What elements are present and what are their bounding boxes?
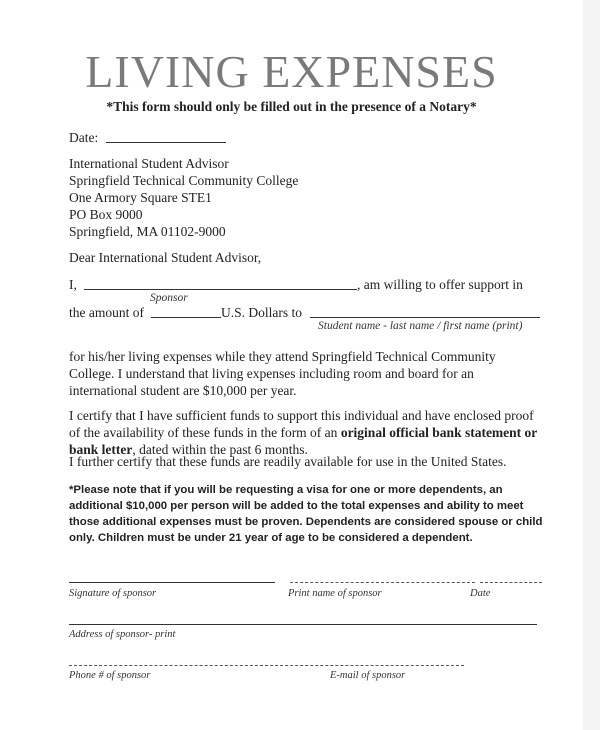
sponsor-caption: Sponsor xyxy=(150,292,188,304)
signature-date-field[interactable] xyxy=(480,582,542,583)
address-line-5: Springfield, MA 01102-9000 xyxy=(69,224,226,239)
address-line-2: Springfield Technical Community College xyxy=(69,173,299,188)
address-line-4: PO Box 9000 xyxy=(69,207,143,222)
willing-text: , am willing to offer support in xyxy=(357,277,523,292)
certify-text-end: , dated within the past 6 months. xyxy=(132,442,308,457)
certify-availability-paragraph: I further certify that these funds are readily available for use in the United States. xyxy=(69,454,507,469)
phone-email-field[interactable] xyxy=(69,665,464,666)
date-label: Date: xyxy=(69,130,99,145)
student-name-field[interactable] xyxy=(310,317,540,318)
address-line-1: International Student Advisor xyxy=(69,156,229,171)
sponsor-address-field[interactable] xyxy=(69,624,537,625)
print-name-caption: Print name of sponsor xyxy=(288,588,382,599)
page-title: LIVING EXPENSES xyxy=(85,46,498,97)
sponsor-name-field[interactable] xyxy=(84,289,357,290)
dollars-label: U.S. Dollars to xyxy=(221,305,302,320)
salutation: Dear International Student Advisor, xyxy=(69,250,262,265)
amount-field[interactable] xyxy=(151,317,221,318)
date-field[interactable] xyxy=(106,142,226,143)
amount-label: the amount of xyxy=(69,305,144,320)
bank-statement-requirement: original official bank statement or bank letter xyxy=(69,425,538,457)
certify-text-start: I certify that I have sufficient funds to support this individual and have enclosed proof of the availability of these funds in the form of an xyxy=(69,408,534,440)
living-expenses-paragraph: for his/her living expenses while they attend Springfield Technical Community College. I understand that living expenses including room and board for an international student are $10,000 per year. xyxy=(69,349,496,398)
i-label: I, xyxy=(69,277,77,292)
signature-field[interactable] xyxy=(69,582,275,583)
student-name-caption: Student name - last name / first name (print) xyxy=(318,320,523,332)
notary-notice: *This form should only be filled out in the presence of a Notary* xyxy=(106,99,477,114)
address-line-3: One Armory Square STE1 xyxy=(69,190,212,205)
date-caption: Date xyxy=(470,588,491,599)
signature-caption: Signature of sponsor xyxy=(69,588,157,599)
print-name-field[interactable] xyxy=(290,582,475,583)
address-caption: Address of sponsor- print xyxy=(69,629,176,640)
certify-funds-paragraph xyxy=(69,407,539,458)
email-caption: E-mail of sponsor xyxy=(330,670,406,681)
phone-caption: Phone # of sponsor xyxy=(69,670,151,681)
dependents-notice: *Please note that if you will be requesting a visa for one or more dependents, an additional $10,000 per person will be added to the total expenses and ability to meet those additional expenses must be proven. Dependents are considered spouse or child only. Children must be under 21 year of age to be considered a dependent. xyxy=(69,484,543,544)
